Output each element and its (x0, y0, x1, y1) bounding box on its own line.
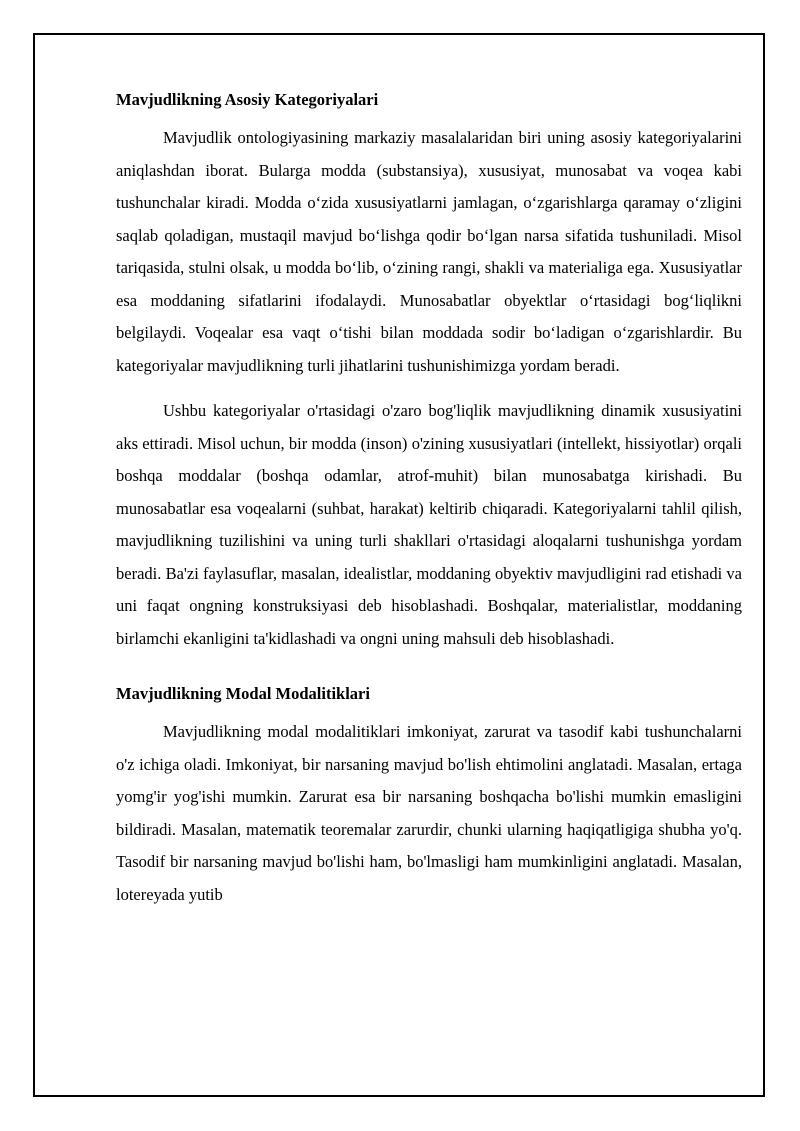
section-heading-asosiy-kategoriyalar: Mavjudlikning Asosiy Kategoriyalari (116, 90, 379, 109)
document-body (116, 83, 742, 911)
section-heading-modal-modalitiklar: Mavjudlikning Modal Modalitiklari (116, 684, 370, 703)
paragraph-kategoriyalar-bogliqlik: Ushbu kategoriyalar o'rtasidagi o'zaro bog'liqlik mavjudlikning dinamik xususiyatini aks ettiradi. Misol uchun, bir modda (inson) o'zining xususiyatlari (intellekt, hissiyotlar) orqali boshqa moddalar (boshqa odamlar, atrof-muhit) bilan munosabatga kirishadi. Bu munosabatlar esa voqealarni (suhbat, harakat) keltirib chiqaradi. Kategoriyalarni tahlil qilish, mavjudlikning tuzilishini va uning turli shakllari o'rtasidagi aloqalarni tushunishga yordam beradi. Ba'zi faylasuflar, masalan, idealistlar, moddaning obyektiv mavjudligini rad etishadi va uni faqat ongning konstruksiyasi deb hisoblashadi. Boshqalar, materialistlar, moddaning birlamchi ekanligini ta'kidlashadi va ongni uning mahsuli deb hisoblashadi. (116, 401, 742, 648)
paragraph-kategoriyalar-intro: Mavjudlik ontologiyasining markaziy masalalaridan biri uning asosiy kategoriyalarini aniqlashdan iborat. Bularga modda (substansiya), xususiyat, munosabat va voqea kabi tushunchalar kiradi. Modda o‘zida xususiyatlarni jamlagan, o‘zgarishlarga qaramay o‘zligini saqlab qoladigan, mustaqil mavjud bo‘lishga qodir bo‘lgan narsa sifatida tushuniladi. Misol tariqasida, stulni olsak, u modda bo‘lib, o‘zining rangi, shakli va materialiga ega. Xususiyatlar esa moddaning sifatlarini ifodalaydi. Munosabatlar obyektlar o‘rtasidagi bog‘liqlikni belgilaydi. Voqealar esa vaqt o‘tishi bilan moddada sodir bo‘ladigan o‘zgarishlardir. Bu kategoriyalar mavjudlikning turli jihatlarini tushunishimizga yordam beradi. (116, 128, 742, 375)
paragraph-modal-modalitiklar: Mavjudlikning modal modalitiklari imkoniyat, zarurat va tasodif kabi tushunchalarni o'z ichiga oladi. Imkoniyat, bir narsaning mavjud bo'lish ehtimolini anglatadi. Masalan, ertaga yomg'ir yog'ishi mumkin. Zarurat esa bir narsaning boshqacha bo'lishi mumkin emasligini bildiradi. Masalan, matematik teoremalar zarurdir, chunki ularning haqiqatligiga shubha yo'q. Tasodif bir narsaning mavjud bo'lishi ham, bo'lmasligi ham mumkinligini anglatadi. Masalan, lotereyada yutib (116, 722, 742, 904)
